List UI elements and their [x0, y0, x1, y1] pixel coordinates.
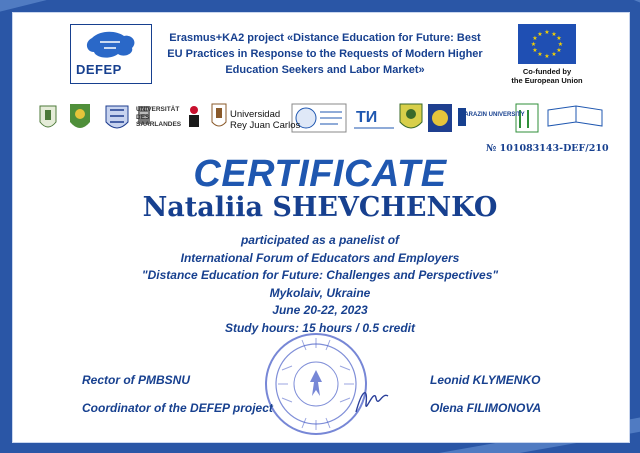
svg-text:★: ★	[532, 47, 538, 54]
body-line: participated as a panelist of	[240, 233, 400, 247]
saarland-line: DES	[136, 113, 150, 121]
project-title	[158, 30, 492, 78]
svg-text:★: ★	[537, 31, 543, 38]
svg-text:★: ★	[532, 35, 538, 42]
certificate-number: № 101083143-DEF/210	[486, 143, 609, 154]
partner-logo-crest-5-icon	[428, 104, 452, 132]
partner-logo-tnu-icon	[354, 109, 394, 128]
partner-logo-urjc-icon	[189, 104, 226, 127]
certificate-title: CERTIFICATE	[193, 153, 447, 195]
svg-text:★: ★	[557, 41, 564, 48]
svg-text:★: ★	[556, 35, 562, 42]
body-line: Study hours: 15 hours / 0.5 credit	[224, 320, 416, 335]
partner-karazin-wordmark	[460, 111, 525, 119]
partner-urjc-wordmark	[230, 110, 300, 131]
partner-logo-crest-3-icon	[106, 106, 128, 128]
recipient-name: Nataliia SHEVCHENKO	[142, 192, 498, 223]
svg-text:ТИ: ТИ	[356, 109, 378, 126]
project-title-line: EU Practices in Response to the Requests of Modern Higher	[167, 48, 483, 60]
urjc-line: Rey Juan Carlos	[230, 119, 301, 131]
project-title-line: Erasmus+KA2 project «Distance Education for Future: Best	[169, 32, 481, 44]
urjc-line: Universidad	[230, 109, 281, 120]
defep-logo	[70, 24, 150, 82]
eu-label-line: Co-funded by	[522, 67, 572, 76]
eu-flag-icon	[518, 24, 576, 64]
eu-label-line: the European Union	[511, 76, 583, 85]
body-line: International Forum of Educators and Employers	[180, 250, 460, 265]
coordinator-role: Coordinator of the DEFEP project	[82, 401, 273, 415]
partner-logos-row	[36, 100, 606, 140]
defep-logo-label: DEFEP	[76, 62, 122, 77]
svg-text:★: ★	[530, 41, 537, 48]
handwritten-signature	[352, 380, 392, 420]
partner-logo-book-icon	[548, 106, 602, 126]
partner-logo-crest-4-icon	[400, 104, 422, 128]
body-line: "Distance Education for Future: Challenges and Perspectives"	[141, 268, 499, 282]
svg-text:★: ★	[544, 53, 550, 60]
partner-logo-crest-2-icon	[70, 104, 90, 128]
project-title-line: Education Seekers and Labor Market»	[225, 64, 425, 76]
svg-text:★: ★	[556, 47, 562, 54]
partner-saarland-wordmark	[136, 106, 181, 129]
coordinator-name: Olena FILIMONOVA	[430, 401, 542, 415]
svg-text:★: ★	[551, 31, 557, 38]
partner-logo-crest-1-icon	[40, 106, 56, 127]
certificate-body	[0, 232, 640, 337]
eu-cofunded-badge	[498, 24, 596, 85]
svg-text:★: ★	[544, 29, 550, 36]
karazin-line: KARAZIN UNIVERSITY	[460, 112, 525, 118]
body-line: Mykolaiv, Ukraine	[269, 285, 371, 300]
body-line: June 20-22, 2023	[272, 303, 368, 317]
rector-name: Leonid KLYMENKO	[430, 373, 541, 387]
saarland-line: SAARLANDES	[136, 121, 182, 128]
saarland-line: UNIVERSITÄT	[136, 106, 180, 113]
rector-role: Rector of PMBSNU	[82, 373, 191, 387]
svg-text:★: ★	[551, 51, 557, 58]
svg-text:★: ★	[537, 51, 543, 58]
